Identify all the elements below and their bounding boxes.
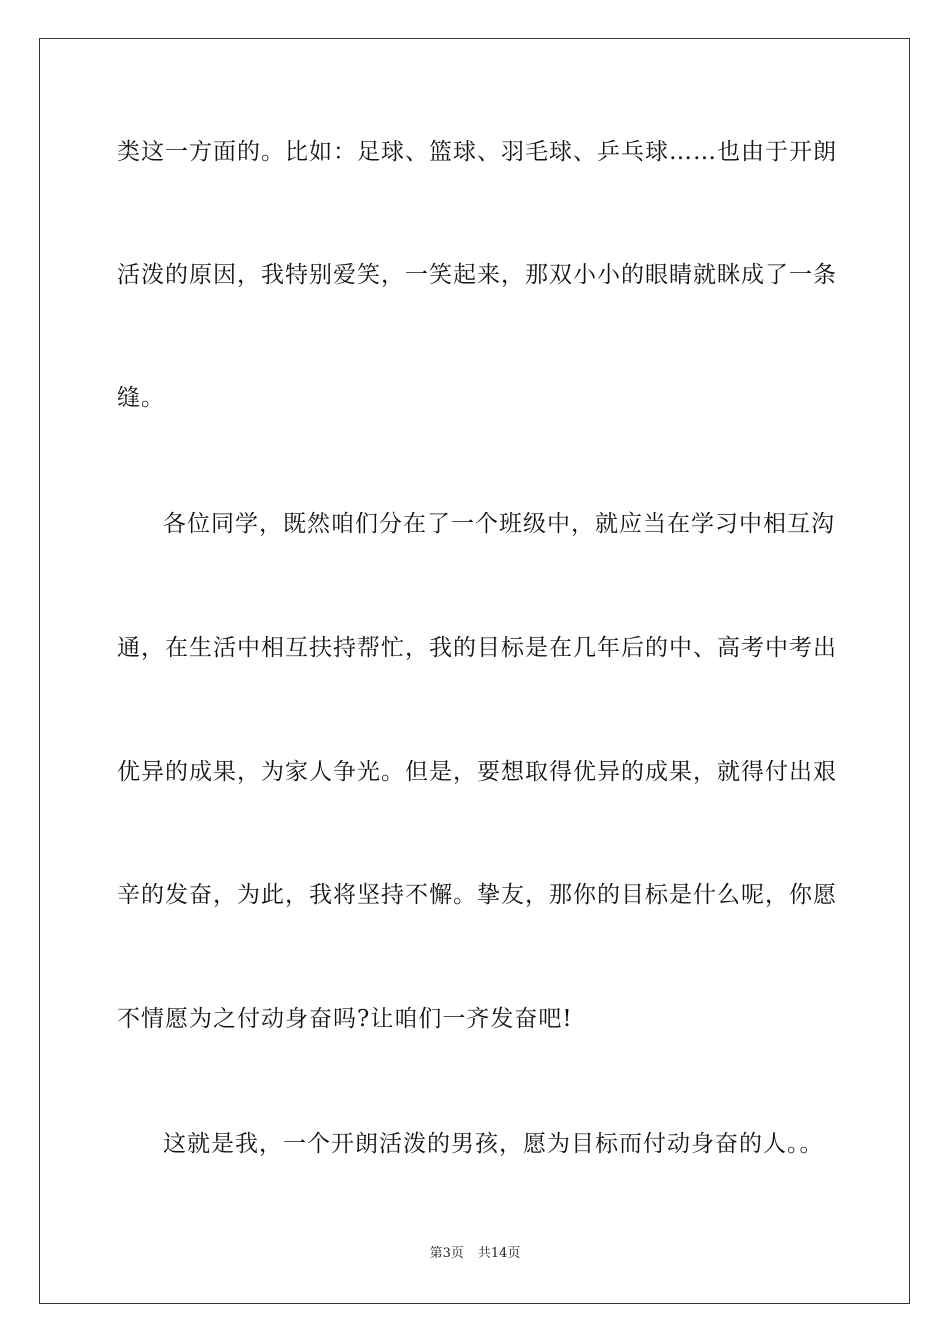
paragraph-line: 各位同学，既然咱们分在了一个班级中，就应当在学习中相互沟 [163, 511, 835, 537]
page-total: 共14页 [477, 1246, 521, 1261]
page-footer [0, 1246, 950, 1262]
page-border [39, 38, 910, 1304]
paragraph-line: 活泼的原因，我特别爱笑，一笑起来，那双小小的眼睛就眯成了一条 [117, 262, 837, 288]
page-number: 第3页 [429, 1246, 464, 1261]
paragraph-line: 不情愿为之付动身奋吗?让咱们一齐发奋吧! [117, 1006, 573, 1032]
paragraph-line: 这就是我，一个开朗活泼的男孩，愿为目标而付动身奋的人。。 [163, 1131, 824, 1157]
paragraph-line: 辛的发奋，为此，我将坚持不懈。挚友，那你的目标是什么呢，你愿 [117, 882, 837, 908]
paragraph-line: 通，在生活中相互扶持帮忙，我的目标是在几年后的中、高考中考出 [117, 635, 837, 661]
paragraph-line: 缝。 [117, 385, 165, 411]
paragraph-line: 优异的成果，为家人争光。但是，要想取得优异的成果，就得付出艰 [117, 759, 837, 785]
paragraph-line: 类这一方面的。比如：足球、篮球、羽毛球、乒乓球……也由于开朗 [117, 139, 837, 165]
